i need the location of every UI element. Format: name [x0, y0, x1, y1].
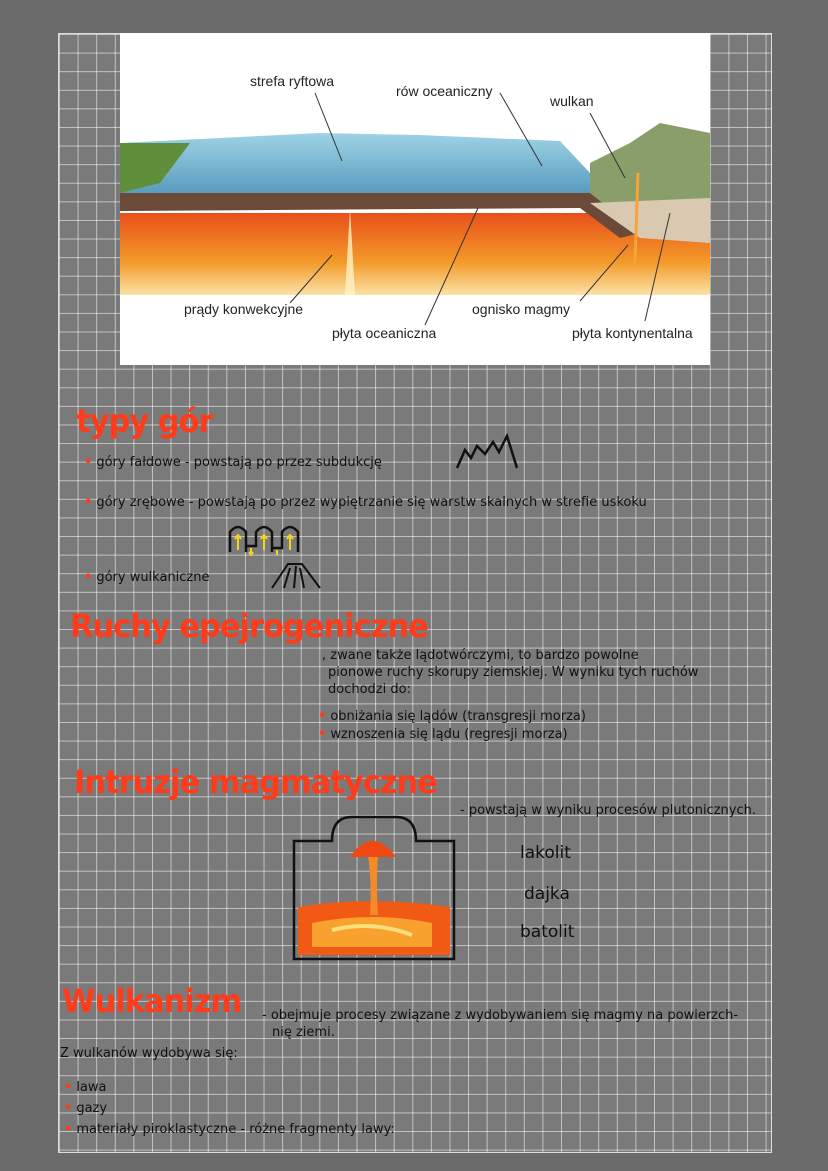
heading-mountain-types: typy gór: [76, 402, 213, 440]
horst-graben-icon: [228, 522, 312, 556]
list-item: • góry fałdowe - powstają po przez subdukcję: [84, 455, 382, 470]
label-laccolith: lakolit: [520, 843, 571, 863]
volcanism-intro: Z wulkanów wydobywa się:: [60, 1046, 238, 1061]
list-item: • wznoszenia się lądu (regresji morza): [318, 727, 568, 742]
label-convection-currents: prądy konwekcyjne: [184, 301, 304, 317]
list-item: • obniżania się lądów (transgresji morza): [318, 709, 586, 724]
volcanism-text-line: nię ziemi.: [272, 1025, 335, 1040]
epeirogenic-text-line: pionowe ruchy skorupy ziemskiej. W wyniku tych ruchów: [328, 665, 699, 680]
label-rift-zone: strefa ryftowa: [250, 73, 335, 89]
label-oceanic-plate: płyta oceaniczna: [332, 325, 437, 341]
label-volcano: wulkan: [550, 93, 594, 109]
item-text: góry zrębowe - powstają po przez wypiętrzanie się warstw skalnych w strefie uskoku: [96, 495, 647, 510]
label-dike: dajka: [524, 884, 570, 904]
heading-magmatic-intrusions: Intruzje magmatyczne: [74, 763, 437, 801]
volcanic-mountain-icon: [270, 560, 324, 590]
item-text: materiały piroklastyczne - różne fragmenty lawy:: [76, 1122, 395, 1137]
item-text: góry wulkaniczne: [96, 570, 210, 585]
epeirogenic-text-line: , zwane także lądotwórczymi, to bardzo powolne: [322, 648, 639, 663]
item-text: wznoszenia się lądu (regresji morza): [330, 727, 568, 742]
item-text: lawa: [76, 1080, 107, 1095]
item-text: obniżania się lądów (transgresji morza): [330, 709, 586, 724]
intrusion-drawing: [292, 815, 458, 963]
heading-volcanism: Wulkanizm: [62, 982, 242, 1020]
epeirogenic-text-line: dochodzi do:: [328, 682, 411, 697]
volcanism-text-line: - obejmuje procesy związane z wydobywaniem się magmy na powierzch-: [262, 1008, 739, 1023]
list-item: • góry zrębowe - powstają po przez wypiętrzanie się warstw skalnych w strefie uskoku: [84, 495, 647, 510]
intrusions-description: - powstają w wyniku procesów plutonicznych.: [460, 803, 756, 818]
list-item: • materiały piroklastyczne - różne fragmenty lawy:: [64, 1122, 395, 1137]
plate-tectonics-diagram: [120, 33, 710, 365]
list-item: • gazy: [64, 1101, 108, 1116]
label-batholith: batolit: [520, 922, 575, 942]
item-text: gazy: [76, 1101, 108, 1116]
label-ocean-trench: rów oceaniczny: [396, 83, 493, 99]
label-continental-plate: płyta kontynentalna: [572, 325, 693, 341]
label-magma-focus: ognisko magmy: [472, 301, 571, 317]
fold-mountains-icon: [455, 432, 527, 470]
item-text: góry fałdowe - powstają po przez subdukcję: [96, 455, 382, 470]
list-item: • góry wulkaniczne: [84, 570, 210, 585]
list-item: • lawa: [64, 1080, 107, 1095]
heading-epeirogenic-movements: Ruchy epejrogeniczne: [70, 607, 428, 645]
